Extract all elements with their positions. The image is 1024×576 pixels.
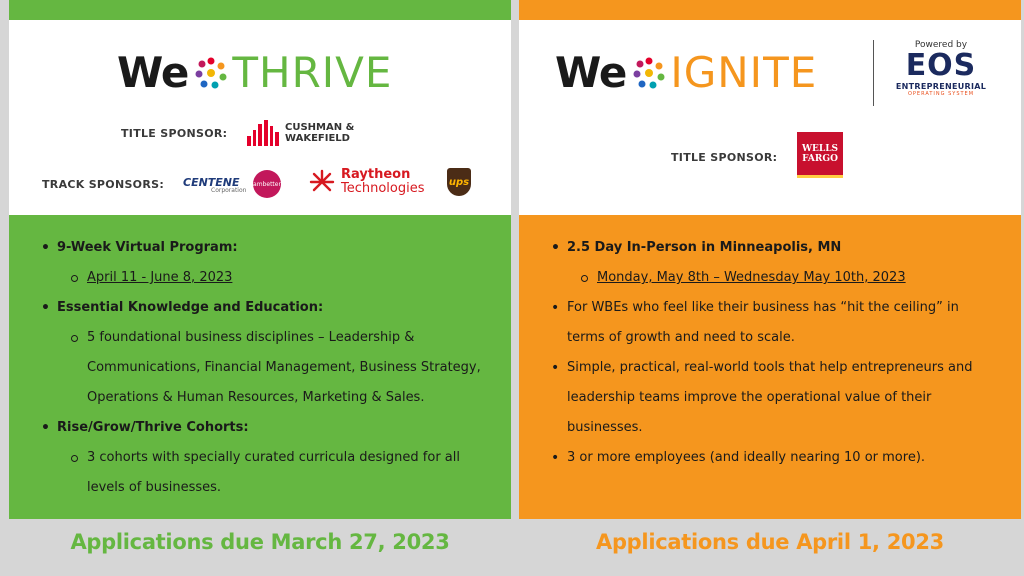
- ambetter-logo: ambetter: [253, 170, 281, 198]
- list-item: • 3 or more employees (and ideally nearing 10 or more).: [549, 443, 999, 473]
- title-sponsor-label: TITLE SPONSOR:: [121, 127, 228, 140]
- ignite-top-bar: [519, 0, 1021, 20]
- powered-by-text: Powered by: [914, 40, 968, 50]
- thrive-application-deadline: Applications due March 27, 2023: [70, 530, 450, 554]
- eos-entrepreneurial: ENTREPRENEURIAL: [895, 82, 987, 91]
- logo-divider: [873, 40, 874, 106]
- list-subitem: 5 foundational business disciplines – Leadership & Communications, Financial Management, Business Strategy, Operations & Human Resources, Marketing & Sales.: [39, 323, 489, 413]
- list-item: • 9-Week Virtual Program:: [39, 233, 489, 263]
- centene-sub: Corporation: [211, 187, 247, 194]
- list-item: • For WBEs who feel like their business has “hit the ceiling” in terms of growth and need to scale.: [549, 293, 999, 353]
- track-sponsors-label: TRACK SPONSORS:: [42, 178, 165, 191]
- ups-logo: ups: [447, 168, 471, 196]
- thrive-list: [39, 233, 489, 503]
- raytheon-line1: Raytheon: [341, 167, 411, 182]
- list-subitem: 3 cohorts with specially curated curricula designed for all levels of businesses.: [39, 443, 489, 503]
- logo-word: THRIVE: [232, 48, 393, 97]
- raytheon-logo: [309, 168, 425, 196]
- centene-logo: [183, 176, 246, 194]
- wells-fargo-line2: FARGO: [802, 153, 838, 164]
- ignite-logo: [555, 48, 817, 97]
- ignite-details: [519, 215, 1021, 519]
- thrive-top-bar: [9, 0, 511, 20]
- list-item: • Rise/Grow/Thrive Cohorts:: [39, 413, 489, 443]
- cushman-line2: WAKEFIELD: [285, 133, 350, 144]
- title-sponsor-label: TITLE SPONSOR:: [671, 151, 778, 164]
- flower-icon: [194, 56, 228, 90]
- centene-text: CENTENE: [183, 176, 240, 189]
- logo-we: We: [117, 48, 189, 97]
- logo-we: We: [555, 48, 627, 97]
- eos-logo: [891, 40, 991, 97]
- flower-icon: [632, 56, 666, 90]
- ignite-header: [519, 20, 1021, 215]
- ignite-card: [519, 0, 1021, 576]
- cushman-wakefield-logo: [247, 120, 354, 146]
- list-item: • Simple, practical, real-world tools that help entrepreneurs and leadership teams improve the operational value of their businesses.: [549, 353, 999, 443]
- thrive-header: [9, 20, 511, 215]
- eos-operating-system: OPERATING SYSTEM: [907, 91, 975, 97]
- cushman-line1: CUSHMAN &: [285, 122, 355, 133]
- raytheon-burst-icon: [309, 169, 335, 195]
- eos-wordmark: EOS: [905, 48, 977, 83]
- wells-fargo-line1: WELLS: [801, 143, 839, 154]
- list-subitem: Monday, May 8th – Wednesday May 10th, 2023: [549, 263, 999, 293]
- raytheon-line2: Technologies: [341, 181, 425, 196]
- list-item: • Essential Knowledge and Education:: [39, 293, 489, 323]
- thrive-logo: [117, 48, 392, 97]
- ignite-application-deadline: Applications due April 1, 2023: [596, 530, 944, 554]
- thrive-details: [9, 215, 511, 519]
- list-subitem: April 11 - June 8, 2023: [39, 263, 489, 293]
- logo-word: IGNITE: [670, 48, 818, 97]
- wells-fargo-logo: [797, 132, 843, 178]
- ignite-list: [549, 233, 999, 473]
- cushman-wakefield-icon: [247, 120, 279, 146]
- list-item: • 2.5 Day In-Person in Minneapolis, MN: [549, 233, 999, 263]
- thrive-card: [9, 0, 511, 576]
